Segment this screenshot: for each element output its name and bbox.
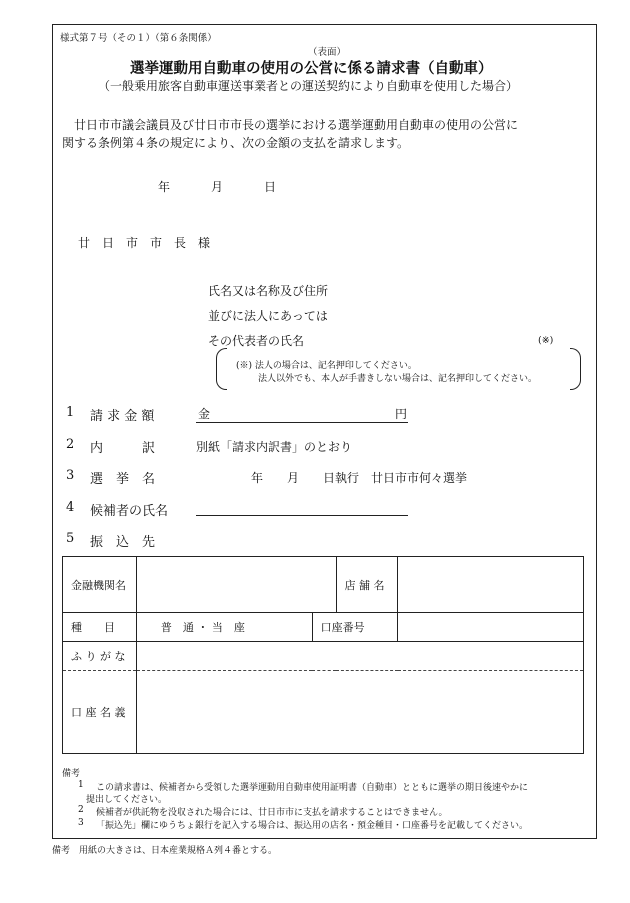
item-3-label: 選 挙 名 bbox=[90, 472, 156, 487]
amount-suffix: 円 bbox=[395, 407, 408, 421]
remarks-heading: 備考 bbox=[62, 769, 81, 779]
applicant-line-1: 氏名又は名称及び住所 bbox=[208, 284, 329, 298]
bank-row-furigana bbox=[63, 642, 584, 671]
item-2-label: 内 訳 bbox=[90, 441, 156, 456]
item-3-value: 年 月 日執行 廿日市市何々選挙 bbox=[251, 471, 468, 485]
remark-2: 候補者が供託物を没収された場合には、廿日市市に支払を請求することはできません。 bbox=[96, 808, 448, 818]
seal-mark: (※) bbox=[538, 335, 554, 346]
remark-1-line-2: 提出してください。 bbox=[86, 795, 168, 805]
remark-3-number: 3 bbox=[78, 818, 84, 828]
remark-3: 「振込先」欄にゆうちょ銀行を記入する場合は、振込用の店名・預金種目・口座番号を記載してください。 bbox=[96, 821, 529, 831]
furigana-label: ふ り が な bbox=[63, 642, 137, 671]
applicant-line-2: 並びに法人にあっては bbox=[208, 309, 328, 323]
intro-line-1: 廿日市市議会議員及び廿日市市長の選挙における選挙運動用自動車の使用の公営に bbox=[74, 118, 519, 132]
addressee: 廿 日 市 市 長 様 bbox=[78, 236, 211, 250]
remark-2-number: 2 bbox=[78, 805, 84, 815]
item-5-number: 5 bbox=[66, 531, 75, 546]
date-month-label: 月 bbox=[211, 180, 224, 194]
amount-underline bbox=[196, 422, 408, 423]
item-4-number: 4 bbox=[66, 500, 75, 515]
applicant-note-1: (※) 法人の場合は、記名押印してください。 bbox=[236, 361, 417, 371]
intro-line-2: 関する条例第４条の規定により、次の金額の支払を請求します。 bbox=[62, 136, 410, 150]
footer-note: 備考 用紙の大きさは、日本産業規格Ａ列４番とする。 bbox=[52, 846, 278, 856]
bank-row-holder bbox=[63, 671, 584, 754]
account-label: 口座番号 bbox=[312, 613, 398, 642]
page-subtitle: （一般乗用旅客自動車運送事業者との運送契約により自動車を使用した場合） bbox=[98, 79, 519, 93]
item-1-label: 請 求 金 額 bbox=[90, 409, 155, 424]
item-1-number: 1 bbox=[66, 405, 75, 420]
institution-field[interactable] bbox=[136, 557, 336, 613]
side-label: （表面） bbox=[308, 47, 347, 58]
remark-1-number: 1 bbox=[78, 780, 84, 790]
holder-label: 口 座 名 義 bbox=[63, 671, 137, 754]
account-field[interactable] bbox=[398, 613, 584, 642]
candidate-name-line bbox=[196, 515, 408, 516]
form-number: 様式第７号（その１）（第６条関係） bbox=[60, 33, 217, 44]
bank-row-institution bbox=[63, 557, 584, 613]
applicant-line-3: その代表者の氏名 bbox=[208, 334, 305, 348]
institution-label: 金融機関名 bbox=[63, 557, 137, 613]
item-4-label: 候補者の氏名 bbox=[90, 504, 169, 519]
item-5-label: 振 込 先 bbox=[90, 535, 156, 550]
type-label: 種 目 bbox=[63, 613, 137, 642]
item-3-number: 3 bbox=[66, 468, 75, 483]
item-2-number: 2 bbox=[66, 437, 75, 452]
holder-field[interactable] bbox=[136, 671, 583, 754]
branch-field[interactable] bbox=[398, 557, 584, 613]
note-bracket-right bbox=[570, 348, 581, 390]
date-year-label: 年 bbox=[158, 180, 171, 194]
amount-prefix: 金 bbox=[198, 407, 211, 421]
furigana-field[interactable] bbox=[136, 642, 583, 671]
bank-row-type bbox=[63, 613, 584, 642]
bank-table bbox=[62, 556, 584, 754]
date-day-label: 日 bbox=[264, 180, 277, 194]
branch-label: 店 舗 名 bbox=[336, 557, 398, 613]
type-value[interactable]: 普 通 ・ 当 座 bbox=[136, 613, 312, 642]
remark-1-line-1: この請求書は、候補者から受領した選挙運動用自動車使用証明書（自動車）とともに選挙の期日後速やかに bbox=[96, 783, 529, 793]
item-2-value: 別紙「請求内訳書」のとおり bbox=[196, 440, 353, 454]
applicant-note-2: 法人以外でも、本人が手書きしない場合は、記名押印してください。 bbox=[258, 374, 538, 384]
page-title: 選挙運動用自動車の使用の公営に係る請求書（自動車） bbox=[130, 60, 493, 77]
note-bracket-left bbox=[216, 348, 227, 390]
